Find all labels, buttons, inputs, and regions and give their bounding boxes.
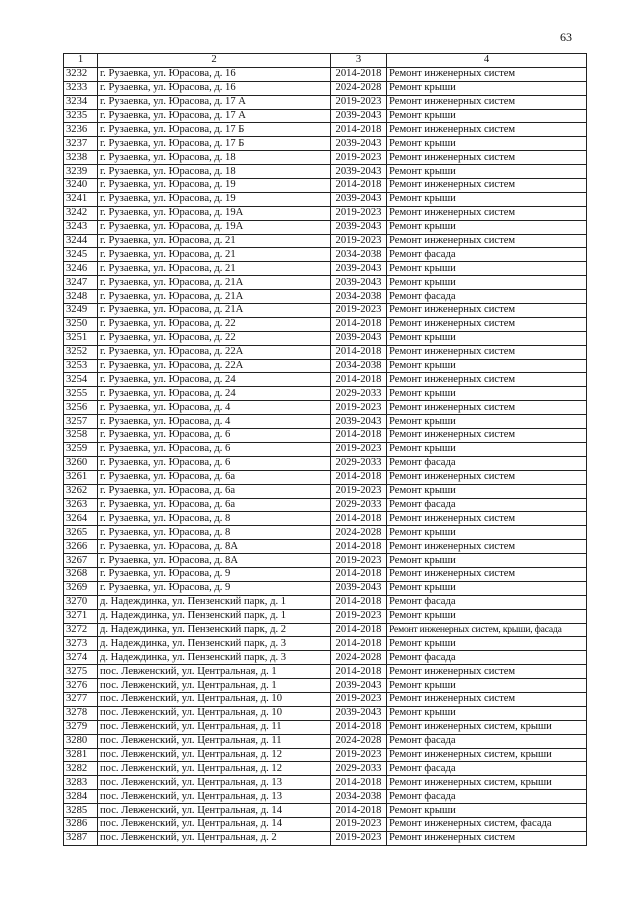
period-cell: 2029-2033 <box>331 387 387 401</box>
work-type-cell: Ремонт инженерных систем, крыши, фасада <box>387 623 587 637</box>
work-type-cell: Ремонт крыши <box>387 554 587 568</box>
table-row <box>64 401 587 415</box>
address-cell: г. Рузаевка, ул. Юрасова, д. 19А <box>98 220 331 234</box>
address-cell: г. Рузаевка, ул. Юрасова, д. 8А <box>98 554 331 568</box>
address-cell: г. Рузаевка, ул. Юрасова, д. 6 <box>98 442 331 456</box>
address-cell: г. Рузаевка, ул. Юрасова, д. 4 <box>98 415 331 429</box>
address-cell: пос. Левженский, ул. Центральная, д. 11 <box>98 720 331 734</box>
work-type-cell: Ремонт инженерных систем, крыши <box>387 776 587 790</box>
work-type-cell: Ремонт крыши <box>387 165 587 179</box>
work-type-cell: Ремонт крыши <box>387 526 587 540</box>
row-number-cell: 3280 <box>64 734 98 748</box>
period-cell: 2039-2043 <box>331 679 387 693</box>
row-number-cell: 3247 <box>64 276 98 290</box>
table-row <box>64 165 587 179</box>
period-cell: 2019-2023 <box>331 95 387 109</box>
address-cell: пос. Левженский, ул. Центральная, д. 13 <box>98 776 331 790</box>
row-number-cell: 3246 <box>64 262 98 276</box>
address-cell: пос. Левженский, ул. Центральная, д. 11 <box>98 734 331 748</box>
period-cell: 2039-2043 <box>331 109 387 123</box>
table-row <box>64 609 587 623</box>
period-cell: 2014-2018 <box>331 429 387 443</box>
row-number-cell: 3262 <box>64 484 98 498</box>
work-type-cell: Ремонт инженерных систем <box>387 567 587 581</box>
table-row <box>64 95 587 109</box>
table-row <box>64 734 587 748</box>
work-type-cell: Ремонт инженерных систем, крыши <box>387 720 587 734</box>
row-number-cell: 3259 <box>64 442 98 456</box>
work-type-cell: Ремонт инженерных систем <box>387 123 587 137</box>
table-row <box>64 415 587 429</box>
row-number-cell: 3271 <box>64 609 98 623</box>
address-cell: г. Рузаевка, ул. Юрасова, д. 16 <box>98 81 331 95</box>
table-row <box>64 429 587 443</box>
table-row <box>64 776 587 790</box>
table-row <box>64 831 587 845</box>
work-type-cell: Ремонт инженерных систем <box>387 540 587 554</box>
work-type-cell: Ремонт крыши <box>387 581 587 595</box>
column-header: 2 <box>98 54 331 68</box>
period-cell: 2019-2023 <box>331 304 387 318</box>
work-type-cell: Ремонт фасада <box>387 248 587 262</box>
address-cell: г. Рузаевка, ул. Юрасова, д. 22 <box>98 317 331 331</box>
period-cell: 2014-2018 <box>331 123 387 137</box>
row-number-cell: 3274 <box>64 651 98 665</box>
work-type-cell: Ремонт инженерных систем <box>387 692 587 706</box>
period-cell: 2039-2043 <box>331 331 387 345</box>
table-row <box>64 637 587 651</box>
table-body <box>64 67 587 845</box>
row-number-cell: 3235 <box>64 109 98 123</box>
row-number-cell: 3245 <box>64 248 98 262</box>
work-type-cell: Ремонт крыши <box>387 220 587 234</box>
period-cell: 2014-2018 <box>331 637 387 651</box>
work-type-cell: Ремонт инженерных систем <box>387 401 587 415</box>
work-type-cell: Ремонт инженерных систем <box>387 665 587 679</box>
table-row <box>64 470 587 484</box>
period-cell: 2019-2023 <box>331 206 387 220</box>
period-cell: 2019-2023 <box>331 234 387 248</box>
table-header-row <box>64 54 587 68</box>
table-row <box>64 123 587 137</box>
address-cell: пос. Левженский, ул. Центральная, д. 12 <box>98 762 331 776</box>
address-cell: д. Надеждинка, ул. Пензенский парк, д. 3 <box>98 637 331 651</box>
table-row <box>64 595 587 609</box>
row-number-cell: 3263 <box>64 498 98 512</box>
row-number-cell: 3233 <box>64 81 98 95</box>
row-number-cell: 3278 <box>64 706 98 720</box>
period-cell: 2019-2023 <box>331 442 387 456</box>
period-cell: 2029-2033 <box>331 498 387 512</box>
period-cell: 2014-2018 <box>331 776 387 790</box>
address-cell: г. Рузаевка, ул. Юрасова, д. 21А <box>98 304 331 318</box>
address-cell: г. Рузаевка, ул. Юрасова, д. 21 <box>98 234 331 248</box>
work-type-cell: Ремонт фасада <box>387 498 587 512</box>
period-cell: 2039-2043 <box>331 415 387 429</box>
work-type-cell: Ремонт инженерных систем <box>387 234 587 248</box>
period-cell: 2039-2043 <box>331 262 387 276</box>
work-type-cell: Ремонт фасада <box>387 790 587 804</box>
table-row <box>64 81 587 95</box>
row-number-cell: 3236 <box>64 123 98 137</box>
address-cell: г. Рузаевка, ул. Юрасова, д. 18 <box>98 165 331 179</box>
work-type-cell: Ремонт крыши <box>387 192 587 206</box>
address-cell: д. Надеждинка, ул. Пензенский парк, д. 2 <box>98 623 331 637</box>
table-row <box>64 679 587 693</box>
row-number-cell: 3283 <box>64 776 98 790</box>
table-row <box>64 817 587 831</box>
period-cell: 2024-2028 <box>331 81 387 95</box>
column-header: 3 <box>331 54 387 68</box>
work-type-cell: Ремонт фасада <box>387 651 587 665</box>
table-row <box>64 706 587 720</box>
period-cell: 2014-2018 <box>331 179 387 193</box>
period-cell: 2034-2038 <box>331 290 387 304</box>
work-type-cell: Ремонт крыши <box>387 415 587 429</box>
period-cell: 2039-2043 <box>331 220 387 234</box>
period-cell: 2039-2043 <box>331 581 387 595</box>
table-row <box>64 581 587 595</box>
work-type-cell: Ремонт инженерных систем <box>387 179 587 193</box>
address-cell: г. Рузаевка, ул. Юрасова, д. 19 <box>98 179 331 193</box>
work-type-cell: Ремонт инженерных систем <box>387 95 587 109</box>
row-number-cell: 3268 <box>64 567 98 581</box>
period-cell: 2039-2043 <box>331 137 387 151</box>
work-type-cell: Ремонт фасада <box>387 762 587 776</box>
table-row <box>64 720 587 734</box>
work-type-cell: Ремонт инженерных систем, фасада <box>387 817 587 831</box>
table-row <box>64 456 587 470</box>
address-cell: г. Рузаевка, ул. Юрасова, д. 6а <box>98 498 331 512</box>
address-cell: г. Рузаевка, ул. Юрасова, д. 24 <box>98 387 331 401</box>
period-cell: 2014-2018 <box>331 804 387 818</box>
address-cell: г. Рузаевка, ул. Юрасова, д. 8 <box>98 526 331 540</box>
row-number-cell: 3286 <box>64 817 98 831</box>
row-number-cell: 3265 <box>64 526 98 540</box>
work-type-cell: Ремонт крыши <box>387 609 587 623</box>
table-row <box>64 762 587 776</box>
row-number-cell: 3237 <box>64 137 98 151</box>
period-cell: 2019-2023 <box>331 401 387 415</box>
row-number-cell: 3243 <box>64 220 98 234</box>
address-cell: г. Рузаевка, ул. Юрасова, д. 21 <box>98 262 331 276</box>
table-row <box>64 234 587 248</box>
table-row <box>64 290 587 304</box>
period-cell: 2019-2023 <box>331 554 387 568</box>
table-row <box>64 651 587 665</box>
work-type-cell: Ремонт крыши <box>387 442 587 456</box>
row-number-cell: 3267 <box>64 554 98 568</box>
address-cell: г. Рузаевка, ул. Юрасова, д. 21А <box>98 290 331 304</box>
table-row <box>64 248 587 262</box>
address-cell: г. Рузаевка, ул. Юрасова, д. 19 <box>98 192 331 206</box>
table-row <box>64 151 587 165</box>
row-number-cell: 3251 <box>64 331 98 345</box>
address-cell: пос. Левженский, ул. Центральная, д. 10 <box>98 692 331 706</box>
period-cell: 2014-2018 <box>331 67 387 81</box>
period-cell: 2039-2043 <box>331 192 387 206</box>
work-type-cell: Ремонт крыши <box>387 359 587 373</box>
address-cell: г. Рузаевка, ул. Юрасова, д. 6а <box>98 470 331 484</box>
address-cell: г. Рузаевка, ул. Юрасова, д. 22 <box>98 331 331 345</box>
period-cell: 2039-2043 <box>331 165 387 179</box>
period-cell: 2019-2023 <box>331 692 387 706</box>
address-cell: пос. Левженский, ул. Центральная, д. 10 <box>98 706 331 720</box>
address-cell: г. Рузаевка, ул. Юрасова, д. 17 Б <box>98 137 331 151</box>
row-number-cell: 3279 <box>64 720 98 734</box>
table-row <box>64 220 587 234</box>
row-number-cell: 3266 <box>64 540 98 554</box>
period-cell: 2014-2018 <box>331 512 387 526</box>
table-row <box>64 276 587 290</box>
address-cell: г. Рузаевка, ул. Юрасова, д. 8А <box>98 540 331 554</box>
period-cell: 2034-2038 <box>331 248 387 262</box>
table-row <box>64 512 587 526</box>
work-type-cell: Ремонт фасада <box>387 290 587 304</box>
work-type-cell: Ремонт инженерных систем <box>387 304 587 318</box>
table-row <box>64 692 587 706</box>
period-cell: 2039-2043 <box>331 276 387 290</box>
address-cell: г. Рузаевка, ул. Юрасова, д. 6а <box>98 484 331 498</box>
table-row <box>64 67 587 81</box>
table-row <box>64 790 587 804</box>
row-number-cell: 3255 <box>64 387 98 401</box>
row-number-cell: 3264 <box>64 512 98 526</box>
table-row <box>64 748 587 762</box>
row-number-cell: 3232 <box>64 67 98 81</box>
row-number-cell: 3241 <box>64 192 98 206</box>
table-row <box>64 179 587 193</box>
row-number-cell: 3257 <box>64 415 98 429</box>
table-row <box>64 304 587 318</box>
table-row <box>64 262 587 276</box>
address-cell: г. Рузаевка, ул. Юрасова, д. 22А <box>98 345 331 359</box>
address-cell: г. Рузаевка, ул. Юрасова, д. 4 <box>98 401 331 415</box>
work-type-cell: Ремонт инженерных систем <box>387 67 587 81</box>
address-cell: г. Рузаевка, ул. Юрасова, д. 24 <box>98 373 331 387</box>
table-row <box>64 567 587 581</box>
address-cell: г. Рузаевка, ул. Юрасова, д. 6 <box>98 429 331 443</box>
period-cell: 2014-2018 <box>331 567 387 581</box>
address-cell: г. Рузаевка, ул. Юрасова, д. 6 <box>98 456 331 470</box>
address-cell: д. Надеждинка, ул. Пензенский парк, д. 1 <box>98 609 331 623</box>
work-type-cell: Ремонт крыши <box>387 331 587 345</box>
work-type-cell: Ремонт крыши <box>387 81 587 95</box>
work-type-cell: Ремонт крыши <box>387 276 587 290</box>
table-row <box>64 317 587 331</box>
table-row <box>64 554 587 568</box>
row-number-cell: 3249 <box>64 304 98 318</box>
work-type-cell: Ремонт крыши <box>387 706 587 720</box>
table-row <box>64 540 587 554</box>
page-number: 63 <box>560 30 572 44</box>
address-cell: г. Рузаевка, ул. Юрасова, д. 8 <box>98 512 331 526</box>
period-cell: 2014-2018 <box>331 345 387 359</box>
row-number-cell: 3285 <box>64 804 98 818</box>
row-number-cell: 3248 <box>64 290 98 304</box>
work-type-cell: Ремонт крыши <box>387 637 587 651</box>
work-type-cell: Ремонт крыши <box>387 679 587 693</box>
period-cell: 2019-2023 <box>331 748 387 762</box>
row-number-cell: 3287 <box>64 831 98 845</box>
table-row <box>64 206 587 220</box>
row-number-cell: 3258 <box>64 429 98 443</box>
period-cell: 2039-2043 <box>331 706 387 720</box>
work-type-cell: Ремонт фасада <box>387 595 587 609</box>
period-cell: 2019-2023 <box>331 831 387 845</box>
period-cell: 2014-2018 <box>331 373 387 387</box>
work-type-cell: Ремонт инженерных систем <box>387 345 587 359</box>
row-number-cell: 3250 <box>64 317 98 331</box>
address-cell: д. Надеждинка, ул. Пензенский парк, д. 1 <box>98 595 331 609</box>
row-number-cell: 3238 <box>64 151 98 165</box>
address-cell: г. Рузаевка, ул. Юрасова, д. 21 <box>98 248 331 262</box>
table-row <box>64 498 587 512</box>
work-type-cell: Ремонт инженерных систем <box>387 373 587 387</box>
address-cell: г. Рузаевка, ул. Юрасова, д. 9 <box>98 567 331 581</box>
table-row <box>64 359 587 373</box>
work-type-cell: Ремонт инженерных систем <box>387 831 587 845</box>
row-number-cell: 3252 <box>64 345 98 359</box>
table-row <box>64 373 587 387</box>
address-cell: г. Рузаевка, ул. Юрасова, д. 22А <box>98 359 331 373</box>
address-cell: г. Рузаевка, ул. Юрасова, д. 17 А <box>98 109 331 123</box>
work-type-cell: Ремонт инженерных систем <box>387 512 587 526</box>
address-cell: пос. Левженский, ул. Центральная, д. 14 <box>98 804 331 818</box>
work-type-cell: Ремонт крыши <box>387 109 587 123</box>
row-number-cell: 3270 <box>64 595 98 609</box>
table-row <box>64 484 587 498</box>
work-type-cell: Ремонт инженерных систем <box>387 317 587 331</box>
period-cell: 2014-2018 <box>331 665 387 679</box>
period-cell: 2024-2028 <box>331 526 387 540</box>
address-cell: г. Рузаевка, ул. Юрасова, д. 17 А <box>98 95 331 109</box>
row-number-cell: 3282 <box>64 762 98 776</box>
address-cell: пос. Левженский, ул. Центральная, д. 14 <box>98 817 331 831</box>
address-cell: г. Рузаевка, ул. Юрасова, д. 17 Б <box>98 123 331 137</box>
table-row <box>64 442 587 456</box>
column-header: 4 <box>387 54 587 68</box>
period-cell: 2014-2018 <box>331 720 387 734</box>
row-number-cell: 3244 <box>64 234 98 248</box>
period-cell: 2029-2033 <box>331 762 387 776</box>
period-cell: 2024-2028 <box>331 651 387 665</box>
work-type-cell: Ремонт крыши <box>387 387 587 401</box>
row-number-cell: 3272 <box>64 623 98 637</box>
row-number-cell: 3240 <box>64 179 98 193</box>
work-type-cell: Ремонт инженерных систем <box>387 429 587 443</box>
row-number-cell: 3273 <box>64 637 98 651</box>
period-cell: 2034-2038 <box>331 359 387 373</box>
column-header: 1 <box>64 54 98 68</box>
work-type-cell: Ремонт крыши <box>387 804 587 818</box>
table-row <box>64 137 587 151</box>
work-type-cell: Ремонт крыши <box>387 484 587 498</box>
row-number-cell: 3239 <box>64 165 98 179</box>
address-cell: г. Рузаевка, ул. Юрасова, д. 18 <box>98 151 331 165</box>
period-cell: 2019-2023 <box>331 151 387 165</box>
row-number-cell: 3260 <box>64 456 98 470</box>
period-cell: 2014-2018 <box>331 470 387 484</box>
row-number-cell: 3281 <box>64 748 98 762</box>
work-type-cell: Ремонт крыши <box>387 262 587 276</box>
work-type-cell: Ремонт инженерных систем, крыши <box>387 748 587 762</box>
table-row <box>64 526 587 540</box>
table-row <box>64 192 587 206</box>
table-row <box>64 387 587 401</box>
address-cell: г. Рузаевка, ул. Юрасова, д. 16 <box>98 67 331 81</box>
row-number-cell: 3277 <box>64 692 98 706</box>
period-cell: 2014-2018 <box>331 623 387 637</box>
row-number-cell: 3275 <box>64 665 98 679</box>
table-row <box>64 665 587 679</box>
row-number-cell: 3256 <box>64 401 98 415</box>
address-cell: пос. Левженский, ул. Центральная, д. 13 <box>98 790 331 804</box>
period-cell: 2019-2023 <box>331 609 387 623</box>
row-number-cell: 3261 <box>64 470 98 484</box>
address-cell: пос. Левженский, ул. Центральная, д. 2 <box>98 831 331 845</box>
row-number-cell: 3242 <box>64 206 98 220</box>
row-number-cell: 3253 <box>64 359 98 373</box>
work-type-cell: Ремонт инженерных систем <box>387 470 587 484</box>
address-cell: пос. Левженский, ул. Центральная, д. 1 <box>98 665 331 679</box>
period-cell: 2029-2033 <box>331 456 387 470</box>
table-row <box>64 109 587 123</box>
work-type-cell: Ремонт фасада <box>387 456 587 470</box>
address-cell: д. Надеждинка, ул. Пензенский парк, д. 3 <box>98 651 331 665</box>
address-cell: г. Рузаевка, ул. Юрасова, д. 19А <box>98 206 331 220</box>
table-row <box>64 331 587 345</box>
period-cell: 2014-2018 <box>331 317 387 331</box>
row-number-cell: 3234 <box>64 95 98 109</box>
period-cell: 2019-2023 <box>331 484 387 498</box>
work-type-cell: Ремонт инженерных систем <box>387 151 587 165</box>
period-cell: 2019-2023 <box>331 817 387 831</box>
period-cell: 2014-2018 <box>331 540 387 554</box>
table-row <box>64 804 587 818</box>
work-type-cell: Ремонт крыши <box>387 137 587 151</box>
row-number-cell: 3276 <box>64 679 98 693</box>
repair-schedule-table <box>63 53 587 846</box>
address-cell: пос. Левженский, ул. Центральная, д. 1 <box>98 679 331 693</box>
table-row <box>64 345 587 359</box>
row-number-cell: 3269 <box>64 581 98 595</box>
period-cell: 2034-2038 <box>331 790 387 804</box>
row-number-cell: 3284 <box>64 790 98 804</box>
work-type-cell: Ремонт фасада <box>387 734 587 748</box>
period-cell: 2014-2018 <box>331 595 387 609</box>
period-cell: 2024-2028 <box>331 734 387 748</box>
row-number-cell: 3254 <box>64 373 98 387</box>
address-cell: пос. Левженский, ул. Центральная, д. 12 <box>98 748 331 762</box>
table-row <box>64 623 587 637</box>
address-cell: г. Рузаевка, ул. Юрасова, д. 9 <box>98 581 331 595</box>
work-type-cell: Ремонт инженерных систем <box>387 206 587 220</box>
address-cell: г. Рузаевка, ул. Юрасова, д. 21А <box>98 276 331 290</box>
